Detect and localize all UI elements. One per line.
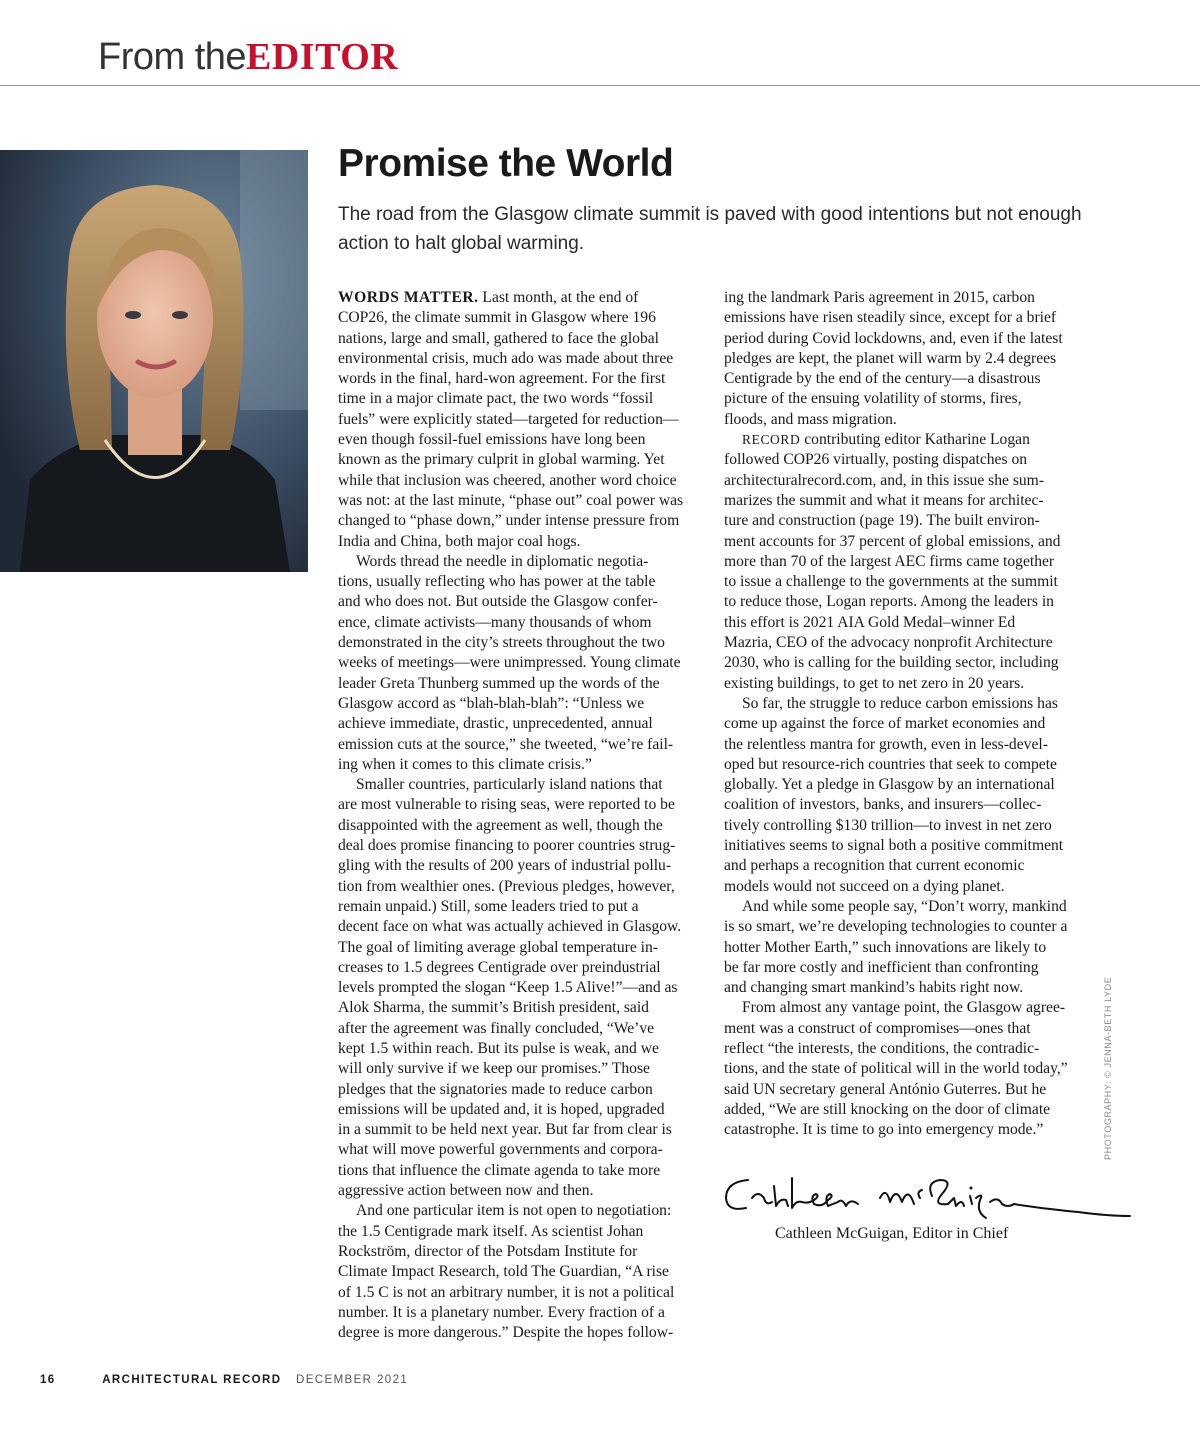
body-line: reflect “the interests, the conditions, the contradic-	[724, 1039, 1040, 1057]
body-line: picture of the ensuing volatility of storms, fires,	[724, 390, 1022, 408]
body-line: pledges that the signatories made to reduce carbon	[338, 1080, 653, 1098]
body-line: COP26, the climate summit in Glasgow where 196	[338, 309, 656, 327]
body-line: to issue a challenge to the governments at the summit	[724, 573, 1058, 591]
body-line: hotter Mother Earth,” such innovations are likely to	[724, 938, 1047, 956]
body-line: and who does not. But outside the Glasgow confer-	[338, 593, 658, 611]
body-line: Smaller countries, particularly island nations that	[356, 776, 663, 794]
body-line: Glasgow accord as “blah-blah-blah”: “Unless we	[338, 694, 645, 712]
body-line: remain unpaid.) Still, some leaders tried to put a	[338, 897, 639, 915]
body-line: tions, usually reflecting who has power at the table	[338, 573, 656, 591]
header-rule	[0, 85, 1200, 86]
body-line: India and China, both major coal hogs.	[338, 532, 581, 550]
body-line: floods, and mass migration.	[724, 410, 897, 428]
body-line: tions that influence the climate agenda to take more	[338, 1161, 661, 1179]
body-line: And one particular item is not open to negotiation:	[356, 1202, 672, 1220]
body-line: Mazria, CEO of the advocacy nonprofit Architecture	[724, 634, 1053, 652]
editor-signature	[718, 1168, 1138, 1226]
body-line: deal does promise financing to poorer countries strug-	[338, 837, 676, 855]
body-line: coalition of investors, banks, and insurers—collec-	[724, 796, 1042, 814]
body-line: be far more costly and inefficient than confronting	[724, 958, 1039, 976]
body-line: while that inclusion was cheered, another word choice	[338, 471, 677, 489]
body-line: achieve immediate, drastic, unprecedented, annual	[338, 715, 653, 733]
body-line: initiatives seems to signal both a positive commitment	[724, 837, 1064, 855]
body-line: are most vulnerable to rising seas, were reported to be	[338, 796, 675, 814]
body-line: The goal of limiting average global temperature in-	[338, 938, 658, 956]
body-line: this effort is 2021 AIA Gold Medal–winner Ed	[724, 613, 1016, 631]
body-line: degree is more dangerous.” Despite the hopes follow-	[338, 1324, 674, 1342]
body-line: ence, climate activists—many thousands of whom	[338, 613, 652, 631]
body-line: tion from wealthier ones. (Previous pledges, however,	[338, 877, 675, 895]
page-footer	[40, 1374, 408, 1386]
body-line: the relentless mantra for growth, even in less-devel-	[724, 735, 1048, 753]
body-line: and changing smart mankind’s habits right now.	[724, 979, 1024, 997]
lead-in: WORDS MATTER.	[338, 289, 479, 306]
body-line: will only survive if we keep our promises.” Those	[338, 1060, 650, 1078]
body-line: emissions have risen steadily since, except for a brief	[724, 309, 1057, 327]
body-line: ment accounts for 37 percent of global emissions, and	[724, 532, 1061, 550]
body-line: and perhaps a recognition that current economic	[724, 857, 1025, 875]
body-line: oped but resource-rich countries that seek to compete	[724, 755, 1057, 773]
body-line: kept 1.5 within reach. But its pulse is weak, and we	[338, 1039, 659, 1057]
photo-credit: PHOTOGRAPHY: © JENNA-BETH LYDE	[1103, 976, 1113, 1160]
body-line: tively controlling $130 trillion—to invest in net zero	[724, 816, 1052, 834]
body-line: changed to “phase down,” under intense pressure from	[338, 512, 680, 530]
body-column-1: WORDS MATTER. Last month, at the end of COP26, the climate summit in Glasgow where 196 nations, large and small, gathered to face the global environmental crisis, much ado was made about three words in the final, hard-won agreement. For the first time in a major climate pact, the two words “fossil fuels” were explicitly stated—targeted for reduction— even though fossil-fuel emissions have long been known as the primary culprit in global warming. Yet while that inclusion was cheered, another word choice was not: at the last minute, “phase out” coal power was changed to “phase down,” under intense pressure from India and China, both major coal hogs. Words thread the needle in diplomatic negotia- tions, usually reflecting who has power at the table and who does not. But outside the Glasgow confer- ence, climate activists—many thousands of whom demonstrated in the city’s streets throughout the two weeks of meetings—were unimpressed. Young climate leader Greta Thunberg summed up the words of the Glasgow accord as “blah-blah-blah”: “Unless we achieve immediate, drastic, unprecedented, annual emission cuts at the source,” she tweeted, “we’re fail- ing when it comes to this climate crisis.” Smaller countries, particularly island nations that are most vulnerable to rising seas, were reported to be disappointed with the agreement as well, though the deal does promise financing to poorer countries strug- gling with the results of 200 years of industrial pollu- tion from wealthier ones. (Previous pledges, however, remain unpaid.) Still, some leaders tried to put a decent face on what was actually achieved in Glasgow. The goal of limiting average global temperature in- creases to 1.5 degrees Centigrade over preindustrial levels prompted the slogan “Keep 1.5 Alive!”—and as Alok Sharma, the summit’s British president, said after the agreement was finally concluded, “We’ve kept 1.5 within reach. But its pulse is weak, and we will only survive if we keep our promises.” Those pledges that the signatories made to reduce carbon emissions will be updated and, it is hoped, upgraded in a summit to be held next year. But far from clear is what will move powerful governments and corpora- tions that influence the climate agenda to take more aggressive action between now and then. And one particular item is not open to negotiation: the 1.5 Centigrade mark itself. As scientist Johan Rockström, director of the Potsdam Institute for Climate Impact Research, told The Guardian, “A rise of 1.5 C is not an arbitrary number, it is not a political number. It is a planetary number. Every fraction of a degree is more dangerous.” Despite the hopes follow-	[338, 288, 706, 1343]
body-line: pledges are kept, the planet will warm by 2.4 degrees	[724, 349, 1057, 367]
portrait-illustration	[0, 150, 308, 572]
body-line: Centigrade by the end of the century—a disastrous	[724, 370, 1041, 388]
page-number: 16	[40, 1374, 56, 1386]
body-line: ing when it comes to this climate crisis.”	[338, 755, 592, 773]
body-line: emissions will be updated and, it is hoped, upgraded	[338, 1100, 665, 1118]
body-line: And while some people say, “Don’t worry, mankind	[742, 897, 1067, 915]
body-line: catastrophe. It is time to go into emergency mode.”	[724, 1121, 1044, 1139]
body-line: environmental crisis, much ado was made about three	[338, 349, 674, 367]
body-line: after the agreement was finally concluded, “We’ve	[338, 1019, 655, 1037]
body-line: ing the landmark Paris agreement in 2015, carbon	[724, 289, 1035, 306]
body-line: is so smart, we’re developing technologies to counter a	[724, 918, 1068, 936]
header-section: EDITOR	[246, 36, 399, 78]
body-line: even though fossil-fuel emissions have long been	[338, 431, 646, 449]
body-line: fuels” were explicitly stated—targeted for reduction—	[338, 410, 679, 428]
editor-portrait	[0, 150, 308, 572]
body-line: in a summit to be held next year. But far from clear is	[338, 1121, 672, 1139]
body-line: leader Greta Thunberg summed up the words of the	[338, 674, 660, 692]
body-line: said UN secretary general António Guterres. But he	[724, 1080, 1047, 1098]
body-line: creases to 1.5 degrees Centigrade over preindustrial	[338, 958, 661, 976]
body-line: globally. Yet a pledge in Glasgow by an international	[724, 776, 1055, 794]
article-dek: The road from the Glasgow climate summit is paved with good intentions but not enough action to halt global warming.	[338, 204, 1082, 254]
body-line: period during Covid lockdowns, and, even if the latest	[724, 329, 1063, 347]
body-line: disappointed with the agreement as well, though the	[338, 816, 663, 834]
body-line: what will move powerful governments and corpora-	[338, 1141, 663, 1159]
body-line: Rockström, director of the Potsdam Institute for	[338, 1242, 638, 1260]
signature-name: Cathleen McGuigan, Editor in Chief	[775, 1225, 1009, 1242]
body-column-2: ing the landmark Paris agreement in 2015, carbon emissions have risen steadily since, except for a brief period during Covid lockdowns, and, even if the latest pledges are kept, the planet will warm by 2.4 degrees Centigrade by the end of the century—a disastrous picture of the ensuing volatility of storms, fires, floods, and mass migration. RECORD contributing editor Katharine Logan followed COP26 virtually, posting dispatches on architecturalrecord.com, and, in this issue she sum- marizes the summit and what it means for architec- ture and construction (page 19). The built environ- ment accounts for 37 percent of global emissions, and more than 70 of the largest AEC firms came together to issue a challenge to the governments at the summit to reduce those, Logan reports. Among the leaders in this effort is 2021 AIA Gold Medal–winner Ed Mazria, CEO of the advocacy nonprofit Architecture 2030, who is calling for the building sector, including existing buildings, to get to net zero in 20 years. So far, the struggle to reduce carbon emissions has come up against the force of market economies and the relentless mantra for growth, even in less-devel- oped but resource-rich countries that seek to compete globally. Yet a pledge in Glasgow by an international coalition of investors, banks, and insurers—collec- tively controlling $130 trillion—to invest in net zero initiatives seems to signal both a positive commitment and perhaps a recognition that current economic models would not succeed on a dying planet. And while some people say, “Don’t worry, mankind is so smart, we’re developing technologies to counter a hotter Mother Earth,” such innovations are likely to be far more costly and inefficient than confronting and changing smart mankind’s habits right now. From almost any vantage point, the Glasgow agree- ment was a construct of compromises—ones that reflect “the interests, the conditions, the contradic- tions, and the state of political will in the world today,” said UN secretary general António Guterres. But he added, “We are still knocking on the door of climate catastrophe. It is time to go into emergency mode.”	[724, 288, 1092, 1140]
record-smallcaps: RECORD	[742, 432, 801, 448]
body-line: From almost any vantage point, the Glasgow agree-	[742, 999, 1066, 1017]
body-line: weeks of meetings—were unimpressed. Young climate	[338, 654, 681, 672]
body-line: words in the final, hard-won agreement. For the first	[338, 370, 666, 388]
body-line: to reduce those, Logan reports. Among the leaders in	[724, 593, 1054, 611]
body-line: followed COP26 virtually, posting dispatches on	[724, 451, 1028, 469]
body-line: 2030, who is calling for the building sector, including	[724, 654, 1059, 672]
body-line: decent face on what was actually achieved in Glasgow.	[338, 918, 682, 936]
body-line: Climate Impact Research, told The Guardian, “A rise	[338, 1263, 669, 1281]
body-line: demonstrated in the city’s streets throughout the two	[338, 634, 665, 652]
body-line: architecturalrecord.com, and, in this issue she sum-	[724, 471, 1045, 489]
body-line: emission cuts at the source,” she tweeted, “we’re fail-	[338, 735, 674, 753]
body-line: marizes the summit and what it means for architec-	[724, 491, 1044, 509]
body-line: ment was a construct of compromises—ones that	[724, 1019, 1031, 1037]
issue-date: DECEMBER 2021	[296, 1374, 409, 1386]
body-line: levels prompted the slogan “Keep 1.5 Alive!”—and as	[338, 979, 678, 997]
body-line: added, “We are still knocking on the door of climate	[724, 1100, 1051, 1118]
body-line: time in a major climate pact, the two words “fossil	[338, 390, 654, 408]
article-title: Promise the World	[338, 142, 674, 185]
body-line: was not: at the last minute, “phase out” coal power was	[338, 491, 684, 509]
body-line: So far, the struggle to reduce carbon emissions has	[742, 694, 1058, 712]
body-line: gling with the results of 200 years of industrial pollu-	[338, 857, 672, 875]
body-line: nations, large and small, gathered to face the global	[338, 329, 660, 347]
body-line: more than 70 of the largest AEC firms came together	[724, 552, 1055, 570]
body-line: models would not succeed on a dying planet.	[724, 877, 1005, 895]
body-line: aggressive action between now and then.	[338, 1182, 594, 1200]
magazine-name: ARCHITECTURAL RECORD	[102, 1374, 282, 1386]
body-line: come up against the force of market economies and	[724, 715, 1046, 733]
body-line: existing buildings, to get to net zero in 20 years.	[724, 674, 1025, 692]
body-line: number. It is a planetary number. Every fraction of a	[338, 1303, 665, 1321]
body-line: of 1.5 C is not an arbitrary number, it is not a political	[338, 1283, 675, 1301]
body-line: known as the primary culprit in global warming. Yet	[338, 451, 665, 469]
body-line: ture and construction (page 19). The built environ-	[724, 512, 1040, 530]
header-prefix: From the	[98, 36, 247, 78]
body-line: tions, and the state of political will in the world today,”	[724, 1060, 1068, 1078]
body-line: Words thread the needle in diplomatic negotia-	[356, 552, 649, 570]
body-line: the 1.5 Centigrade mark itself. As scientist Johan	[338, 1222, 644, 1240]
body-line: Alok Sharma, the summit’s British president, said	[338, 999, 649, 1017]
section-header	[98, 38, 398, 76]
